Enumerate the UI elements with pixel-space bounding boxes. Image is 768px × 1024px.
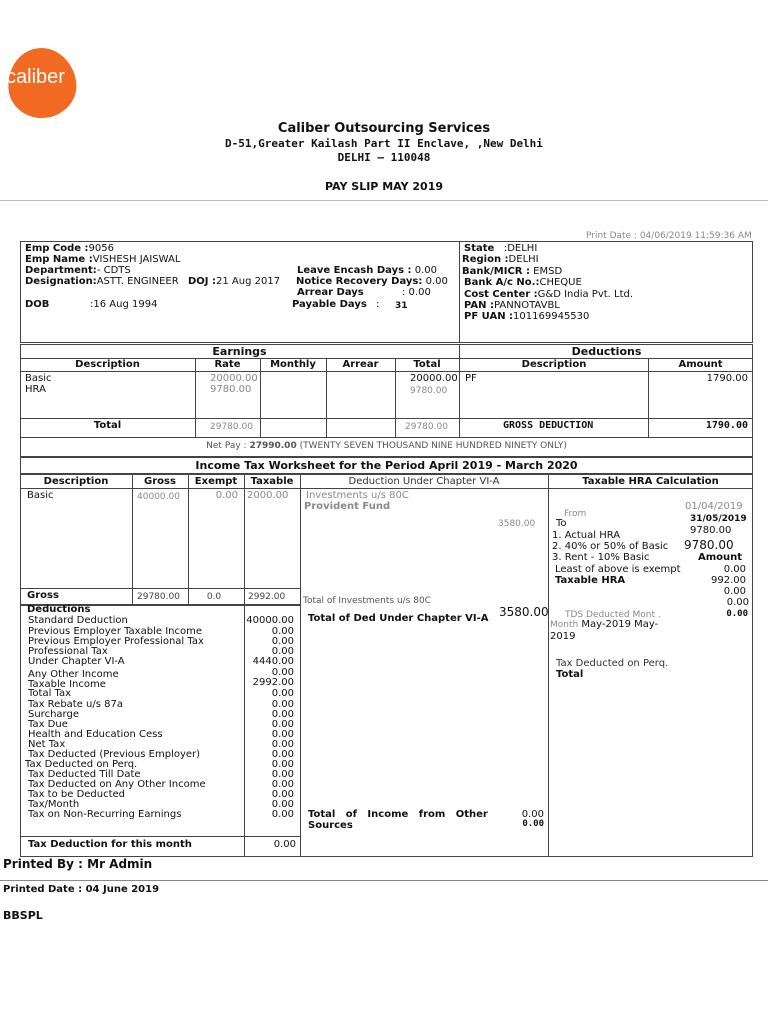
emp-code: Emp Code :9056	[25, 243, 114, 254]
earning-hra-rate: 9780.00	[210, 384, 252, 395]
hra-from-label: From	[564, 509, 587, 519]
earn-header-total: Total	[413, 359, 441, 370]
ws-other-income-label: Total of Income from Other	[308, 809, 488, 820]
earn-header-arrear: Arrear	[342, 359, 379, 370]
ded-row: Surcharge 0.00	[28, 709, 294, 720]
earn-header-rate: Rate	[214, 359, 241, 370]
ws-gross-exempt: 0.0	[206, 592, 222, 602]
ded-row: Previous Employer Professional Tax 0.00	[28, 636, 294, 647]
hra-item-rent: 3. Rent - 10% Basic	[552, 552, 650, 563]
department: Department:- CDTS	[25, 265, 131, 276]
company-address-line2: DELHI – 110048	[337, 151, 431, 164]
hra-basic-amount: 9780.00	[684, 538, 734, 552]
ded-row: Professional Tax 0.00	[28, 646, 294, 657]
ws-header-hra-calc: Taxable HRA Calculation	[582, 476, 719, 487]
ws-month-deduction-label: Tax Deduction for this month	[28, 839, 192, 850]
hra-tax-perq-label: Tax Deducted on Perq.	[556, 658, 669, 669]
ded-row: Standard Deduction 40000.00	[28, 615, 294, 626]
dob: :16 Aug 1994	[90, 299, 158, 310]
ded-row: Tax/Month 0.00	[28, 799, 294, 810]
ws-month-deduction-value: 0.00	[273, 839, 296, 850]
hra-item-basic: 2. 40% or 50% of Basic	[552, 541, 669, 552]
leave-encash: Leave Encash Days : 0.00	[297, 265, 438, 276]
payable-colon: :	[376, 299, 380, 310]
payable-days: 31	[395, 301, 408, 311]
ws-header-taxable: Taxable	[250, 476, 294, 487]
ded-header-description: Description	[521, 359, 587, 370]
deduction-pf-amount: 1790.00	[706, 373, 748, 384]
gross-deduction-label: GROSS DEDUCTION	[503, 420, 594, 431]
ws-basic-desc: Basic	[27, 490, 54, 501]
hra-amount-label: Amount	[698, 552, 743, 563]
ws-total-ded-label: Total of Ded Under Chapter VI-A	[308, 613, 489, 624]
ws-deductions-title: Deductions	[27, 604, 91, 615]
gross-deduction-amount: 1790.00	[705, 420, 748, 431]
earnings-total-rate: 29780.00	[210, 422, 253, 432]
ded-row: Tax on Non-Recurring Earnings 0.00	[28, 809, 294, 820]
ded-row: Under Chapter VI-A 4440.00	[28, 656, 294, 667]
ded-row: Previous Employer Taxable Income 0.00	[28, 626, 294, 637]
hra-item-least: Least of above is exempt	[555, 564, 681, 575]
company-name: Caliber Outsourcing Services	[277, 121, 491, 136]
ded-row: Net Tax 0.00	[28, 739, 294, 750]
deductions-title: Deductions	[571, 345, 642, 358]
ded-row: Any Other Income 0.00	[28, 667, 294, 680]
ws-pf-amount: 3580.00	[498, 519, 536, 529]
bank-account: Bank A/c No.:CHEQUE	[464, 277, 582, 288]
ded-row: Total Tax 0.00	[28, 688, 294, 699]
emp-name: Emp Name :VISHESH JAISWAL	[25, 254, 181, 265]
hra-tds-label: TDS Deducted Mont .	[565, 610, 661, 620]
earnings-title: Earnings	[212, 345, 267, 358]
payable-days-label: Payable Days	[292, 299, 367, 310]
ws-other-income-a: 0.00	[521, 809, 544, 820]
designation: Designation:ASTT. ENGINEER	[25, 276, 179, 287]
ded-row: Health and Education Cess 0.00	[28, 729, 294, 740]
pan: PAN :PANNOTAVBL	[464, 300, 560, 311]
hra-value-2: 992.00	[711, 575, 746, 586]
ws-total-investments: Total of Investments u/s 80C	[303, 596, 431, 606]
pf-uan: PF UAN :101169945530	[464, 311, 590, 322]
hra-value-3: 0.00	[723, 586, 746, 597]
hra-tds-value: 0.00	[726, 609, 748, 619]
region: Region :DELHI	[462, 254, 539, 265]
ded-row: Tax Deducted on Perq. 0.00	[25, 759, 294, 770]
hra-total-label: Total	[556, 669, 584, 680]
earning-hra-desc: HRA	[25, 384, 46, 395]
net-pay: Net Pay : 27990.00 (TWENTY SEVEN THOUSAND NINE HUNDRED NINETY ONLY)	[206, 441, 567, 451]
ws-basic-exempt: 0.00	[215, 490, 238, 501]
ded-row: Tax to be Deducted 0.00	[28, 789, 294, 800]
earnings-total-total: 29780.00	[405, 422, 448, 432]
doj: DOJ :21 Aug 2017	[188, 276, 281, 287]
ws-basic-taxable: 2000.00	[247, 490, 289, 501]
ded-row: Tax Rebate u/s 87a 0.00	[28, 699, 294, 710]
ded-header-amount: Amount	[678, 359, 723, 370]
printed-date: Printed Date : 04 June 2019	[3, 884, 160, 895]
print-date: Print Date : 04/06/2019 11:59:36 AM	[586, 231, 752, 241]
notice-recovery: Notice Recovery Days: 0.00	[296, 276, 448, 287]
ws-header-description: Description	[43, 476, 109, 487]
earn-header-monthly: Monthly	[270, 359, 316, 370]
hra-value-1: 0.00	[723, 564, 746, 575]
hra-actual-value: 9780.00	[690, 525, 732, 536]
hra-to-label: To	[556, 518, 567, 529]
ws-basic-gross: 40000.00	[137, 492, 180, 502]
earnings-total-label: Total	[93, 420, 122, 431]
earning-hra-total: 9780.00	[410, 386, 448, 396]
hra-to-date: 31/05/2019	[690, 514, 747, 524]
hra-from-date: 01/04/2019	[685, 501, 743, 512]
ded-row: Tax Deducted (Previous Employer) 0.00	[28, 749, 294, 760]
ws-total-ded-amount: 3580.00	[499, 605, 549, 619]
bank-micr: Bank/MICR : EMSD	[462, 266, 563, 277]
ws-header-chapter-via: Deduction Under Chapter VI-A	[348, 476, 500, 487]
hra-value-4: 0.00	[726, 597, 749, 608]
earn-header-description: Description	[75, 359, 140, 370]
payslip-title: PAY SLIP MAY 2019	[324, 180, 444, 193]
logo-text: caliber	[6, 66, 65, 88]
ws-provident-fund: Provident Fund	[304, 501, 391, 512]
ws-header-gross: Gross	[144, 476, 176, 487]
arrear-days-label: Arrear Days	[297, 287, 364, 298]
earning-basic-rate: 20000.00	[210, 373, 258, 384]
ws-gross-taxable: 2992.00	[248, 592, 286, 602]
cost-center: Cost Center :G&D India Pvt. Ltd.	[464, 289, 634, 300]
ws-investments-title: Investments u/s 80C	[306, 490, 409, 501]
ws-other-income-b: 0.00	[522, 819, 544, 829]
arrear-days: : 0.00	[402, 287, 431, 298]
printed-by: Printed By : Mr Admin	[3, 857, 153, 871]
earning-basic-desc: Basic	[25, 373, 52, 384]
state: State :DELHI	[464, 243, 538, 254]
ws-gross-desc: Gross	[27, 590, 59, 601]
earning-basic-total: 20000.00	[410, 373, 458, 384]
dob-label: DOB	[25, 299, 50, 310]
footer-code: BBSPL	[3, 909, 43, 922]
ded-row: Tax Deducted Till Date 0.00	[28, 769, 294, 780]
ded-row: Tax Due 0.00	[28, 719, 294, 730]
ded-row: Tax Deducted on Any Other Income 0.00	[28, 779, 294, 790]
deduction-pf-desc: PF	[465, 373, 477, 384]
hra-month-range: Month May-2019 May-2019	[550, 619, 659, 642]
worksheet-title: Income Tax Worksheet for the Period April 2019 - March 2020	[195, 459, 578, 472]
company-address-line1: D-51,Greater Kailash Part II Enclave, ,New Delhi	[225, 137, 543, 150]
hra-item-taxable: Taxable HRA	[555, 575, 626, 586]
ws-other-income-sources: Sources	[308, 820, 353, 831]
ws-header-exempt: Exempt	[194, 476, 238, 487]
ws-gross-gross: 29780.00	[137, 592, 180, 602]
hra-item-actual: 1. Actual HRA	[552, 530, 621, 541]
ded-row: Taxable Income 2992.00	[28, 677, 294, 690]
